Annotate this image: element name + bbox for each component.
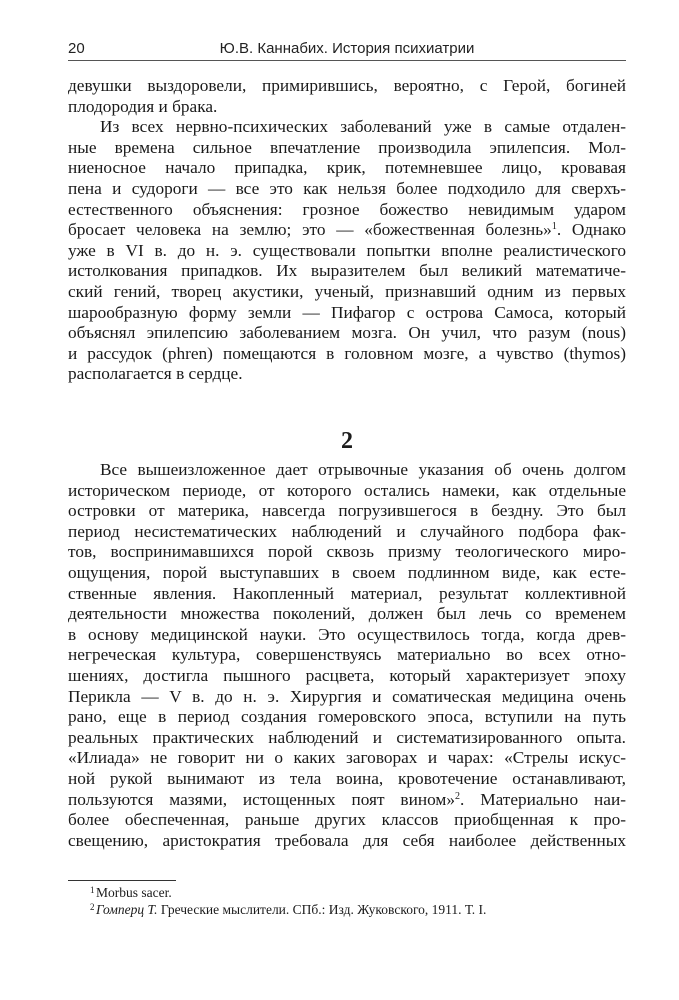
text-line: островки от материка, навсегда погрузившегося в бездну. Это был: [68, 501, 626, 521]
footnote-1: [68, 885, 626, 902]
footnote-mark: 2: [90, 901, 95, 912]
footnotes: [68, 885, 626, 918]
text-fragment: . Однако: [556, 220, 626, 240]
text-line: плодородия и брака.: [68, 96, 218, 116]
text-line: Перикла — V в. до н. э. Хирургия и соматическая медицина очень: [68, 686, 626, 706]
section-1-text: [68, 76, 626, 385]
text-line: ственные явления. Накопленный материал, результат коллективной: [68, 583, 626, 603]
text-line: более обеспеченная, раньше других классов приобщенная к про-: [68, 810, 626, 830]
text-fragment: . Материально наи-: [459, 789, 626, 809]
text-line: свещению, аристократия требовала для себя наиболее действенных: [68, 830, 626, 850]
section-2-text: [68, 460, 626, 851]
running-head: [68, 38, 626, 61]
text-line: и рассудок (phren) помещаются в головном мозге, а чувство (thymos): [68, 343, 626, 363]
footnote-divider: [68, 880, 176, 881]
text-line-with-note: [68, 220, 626, 241]
text-line: истолкования припадков. Их выразителем был великий математиче-: [68, 261, 626, 281]
footnote-ref-1[interactable]: 1: [551, 221, 557, 233]
footnote-author: Гомперц Т.: [96, 901, 158, 917]
footnote-ref-2[interactable]: 2: [454, 790, 460, 802]
text-line: Из всех нервно-психических заболеваний уже в самые отдален-: [100, 117, 626, 137]
section-heading: 2: [341, 428, 353, 454]
footnote-text: Morbus sacer.: [96, 885, 172, 900]
text-line: «Илиада» не говорит ни о каких заговорах и чарах: «Стрелы искус-: [68, 748, 626, 768]
text-line: ощущения, порой выступавших в своем подлинном виде, как есте-: [68, 562, 626, 582]
text-line: Все вышеизложенное дает отрывочные указания об очень долгом: [100, 460, 626, 479]
text-line: реальных практических наблюдений и систематизированного опыта.: [68, 727, 626, 747]
page-number: 20: [68, 40, 85, 57]
footnote-2: [68, 902, 626, 919]
footnote-text: Греческие мыслители. СПб.: Изд. Жуковского, 1911. Т. I.: [157, 901, 487, 917]
text-line: рано, еще в период создания гомеровского эпоса, вступили на путь: [68, 707, 626, 727]
text-line: негреческая культура, совершенствуясь материально во всех отно-: [68, 645, 626, 665]
text-line: ной рукой вынимают из тела воина, кровотечение останавливают,: [68, 768, 626, 788]
text-line: в основу медицинской науки. Это осуществилось тогда, когда древ-: [68, 624, 626, 644]
footnote-mark: 1: [90, 885, 95, 895]
text-line: период несистематических наблюдений и случайного подбора фак-: [68, 521, 626, 541]
text-line: ные времена сильное впечатление производила эпилепсия. Мол-: [68, 137, 626, 157]
text-line-with-note: [68, 790, 626, 811]
text-line: деятельности множества поколений, должен был лечь со временем: [68, 604, 626, 624]
text-line: шениях, достигла пышного расцвета, который характеризует эпоху: [68, 665, 626, 685]
text-line: располагается в сердце.: [68, 364, 243, 384]
text-line: естественного объяснения: грозное божество невидимым ударом: [68, 199, 626, 219]
text-line: объяснял эпилепсию заболеванием мозга. Он учил, что разум (nous): [68, 323, 626, 343]
running-head-title: Ю.В. Каннабих. История психиатрии: [219, 40, 475, 57]
text-line: девушки выздоровели, примирившись, вероятно, с Герой, богиней: [68, 76, 626, 95]
text-line: пена и судороги — все это как нельзя более подходило для сверхъ-: [68, 178, 626, 198]
text-line: уже в VI в. до н. э. существовали попытки вполне реалистического: [68, 240, 626, 260]
text-fragment: бросает человека на землю; это — «божественная болезнь»: [68, 220, 552, 240]
text-line: ниеносное начало припадка, крик, потемневшее лицо, кровавая: [68, 158, 626, 178]
text-line: историческом периоде, от которого остались намеки, как отдельные: [68, 480, 626, 500]
text-line: тов, воспринимавшихся порой сквозь призму теологического миро-: [68, 542, 626, 562]
text-line: шарообразную форму земли — Пифагор с острова Самоса, который: [68, 302, 626, 322]
text-line: ский гений, творец акустики, ученый, признавший одним из первых: [68, 281, 626, 301]
text-fragment: пользуются мазями, истощенных поят вином»: [68, 789, 455, 809]
